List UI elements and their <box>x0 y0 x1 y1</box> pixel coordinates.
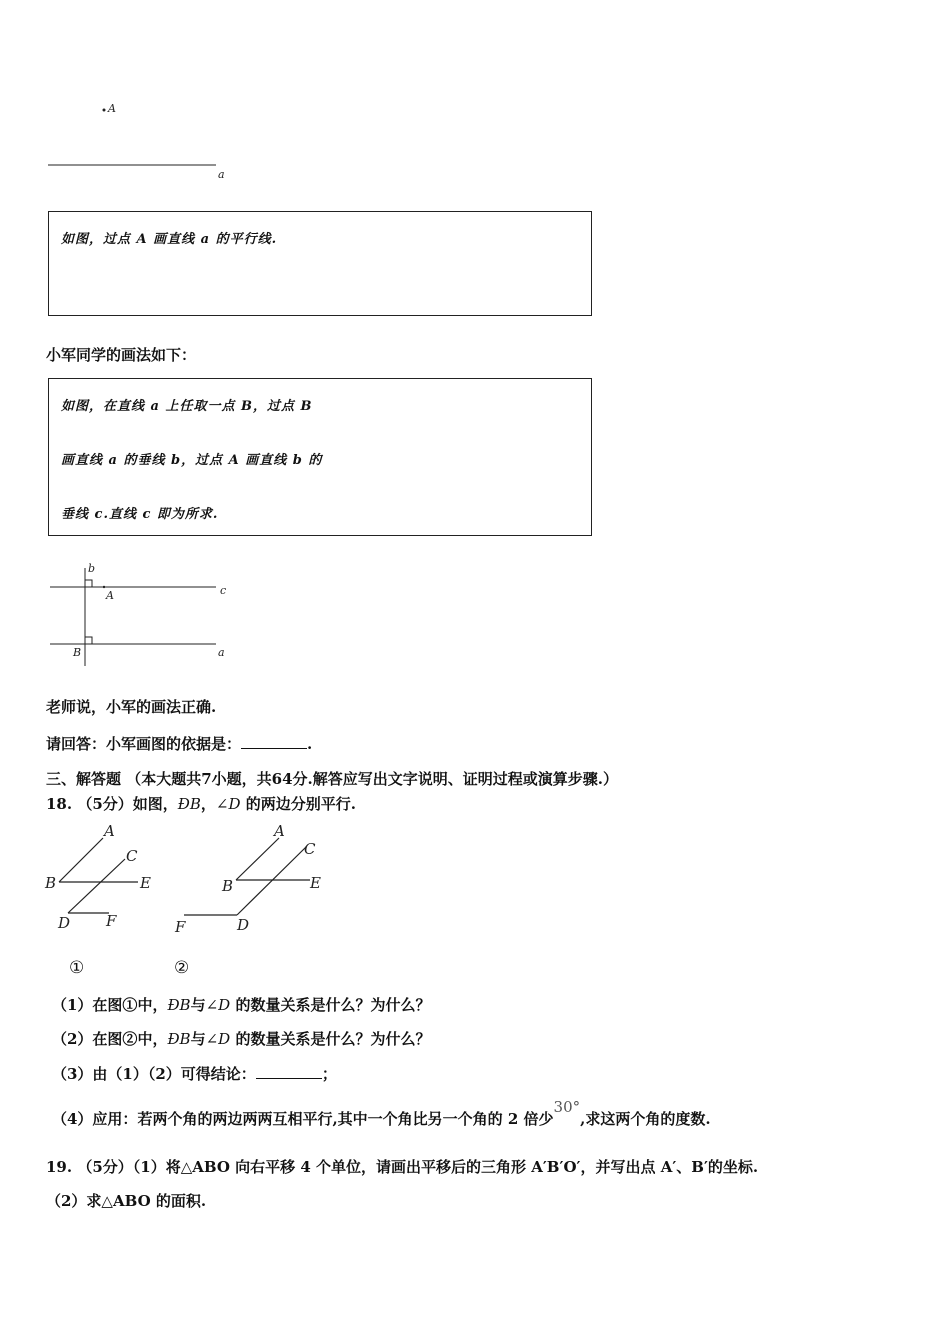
method-box <box>48 378 592 536</box>
q18-part1 <box>52 994 430 1015</box>
q18-4-deg: 30° <box>553 1098 581 1116</box>
label-A-mid: A <box>106 589 114 602</box>
q18-2-e: 的数量关系是什么？为什么？ <box>230 1030 431 1048</box>
fig2-C: C <box>304 840 316 858</box>
q18-2-a: （2）在图②中， <box>52 1030 168 1048</box>
fig2-A: A <box>274 822 285 840</box>
caption-1: ① <box>69 958 85 978</box>
fig2-B: B <box>222 877 234 895</box>
caption-2: ② <box>174 958 190 978</box>
q18-1-c: 与 <box>190 996 206 1014</box>
answer-blank[interactable] <box>241 736 307 749</box>
fig1-B: B <box>45 874 57 892</box>
figure-18-2 <box>170 822 330 942</box>
q18-sep: ， <box>200 795 216 813</box>
ray-BA-2 <box>236 838 279 880</box>
label-a-mid: a <box>218 646 225 659</box>
q18-suffix: 的两边分别平行. <box>240 795 356 813</box>
q19-line1: 19. （5分）（1）将△ABO 向右平移 4 个单位，请画出平移后的三角形 A′B′O′，并写出点 A′、B′的坐标. <box>46 1158 759 1176</box>
task-text: 如图，过点 A 画直线 a 的平行线. <box>61 232 278 247</box>
q18-2-d: ∠D <box>205 1030 231 1048</box>
section-3-heading: 三、解答题 （本大题共7小题，共64分.解答应写出文字说明、证明过程或演算步骤.） <box>46 770 618 788</box>
right-angle-mark-top <box>85 580 92 587</box>
teacher-text: 老师说，小军的画法正确. <box>46 698 217 716</box>
q18-2-b: ÐB <box>167 1030 191 1048</box>
answer-prompt: 请回答：小军画图的依据是： <box>46 735 242 753</box>
q18-angle-B: ÐB <box>177 795 201 813</box>
right-angle-mark-bottom <box>85 637 92 644</box>
q18-3-end: ； <box>321 1065 337 1083</box>
fig2-E: E <box>310 874 321 892</box>
q18-3-a: （3）由（1）（2）可得结论： <box>52 1065 256 1083</box>
method-line-3: 垂线 c.直线 c 即为所求. <box>61 507 219 522</box>
point-A <box>103 109 106 112</box>
task-box <box>48 211 592 316</box>
point-A-mid <box>103 586 105 588</box>
fig1-E: E <box>140 874 151 892</box>
label-B-mid: B <box>73 646 82 659</box>
fig1-F: F <box>106 912 117 930</box>
fig1-D: D <box>58 914 71 932</box>
method-line-2: 画直线 a 的垂线 b，过点 A 画直线 b 的 <box>61 453 323 468</box>
label-c: c <box>220 584 227 597</box>
q18-part2 <box>52 1028 430 1049</box>
q18-part3 <box>52 1063 337 1084</box>
label-A: A <box>108 102 116 115</box>
q18-2-c: 与 <box>190 1030 206 1048</box>
fig1-C: C <box>126 847 138 865</box>
figure-point-line <box>40 98 240 184</box>
fig2-F: F <box>175 918 186 936</box>
figure-18-1 <box>40 822 180 934</box>
q18-3-blank[interactable] <box>256 1066 322 1079</box>
figure-construction <box>40 560 240 670</box>
q18-1-b: ÐB <box>167 996 191 1014</box>
ray-DC <box>68 859 125 913</box>
answer-end: . <box>307 735 313 753</box>
q18-4-b: ,求这两个角的度数. <box>580 1110 711 1128</box>
q18-stem <box>46 793 356 814</box>
q18-part4 <box>52 1098 711 1129</box>
ray-DC-2 <box>237 847 306 915</box>
answer-line <box>46 733 312 754</box>
intro-text: 小军同学的画法如下： <box>46 346 197 364</box>
q18-1-e: 的数量关系是什么？为什么？ <box>230 996 431 1014</box>
q18-1-a: （1）在图①中， <box>52 996 168 1014</box>
label-b: b <box>88 562 96 575</box>
label-a: a <box>218 168 225 181</box>
ray-BA <box>59 838 103 882</box>
q19-line2: （2）求△ABO 的面积. <box>46 1192 207 1210</box>
q18-4-a: （4）应用：若两个角的两边两两互相平行,其中一个角比另一个角的 2 倍少 <box>52 1110 554 1128</box>
q18-angle-D: ∠D <box>215 795 241 813</box>
fig2-D: D <box>237 916 250 934</box>
q18-1-d: ∠D <box>205 996 231 1014</box>
q18-prefix: 18. （5分）如图， <box>46 795 178 813</box>
method-line-1: 如图，在直线 a 上任取一点 B，过点 B <box>61 399 313 414</box>
fig1-A: A <box>104 822 115 840</box>
